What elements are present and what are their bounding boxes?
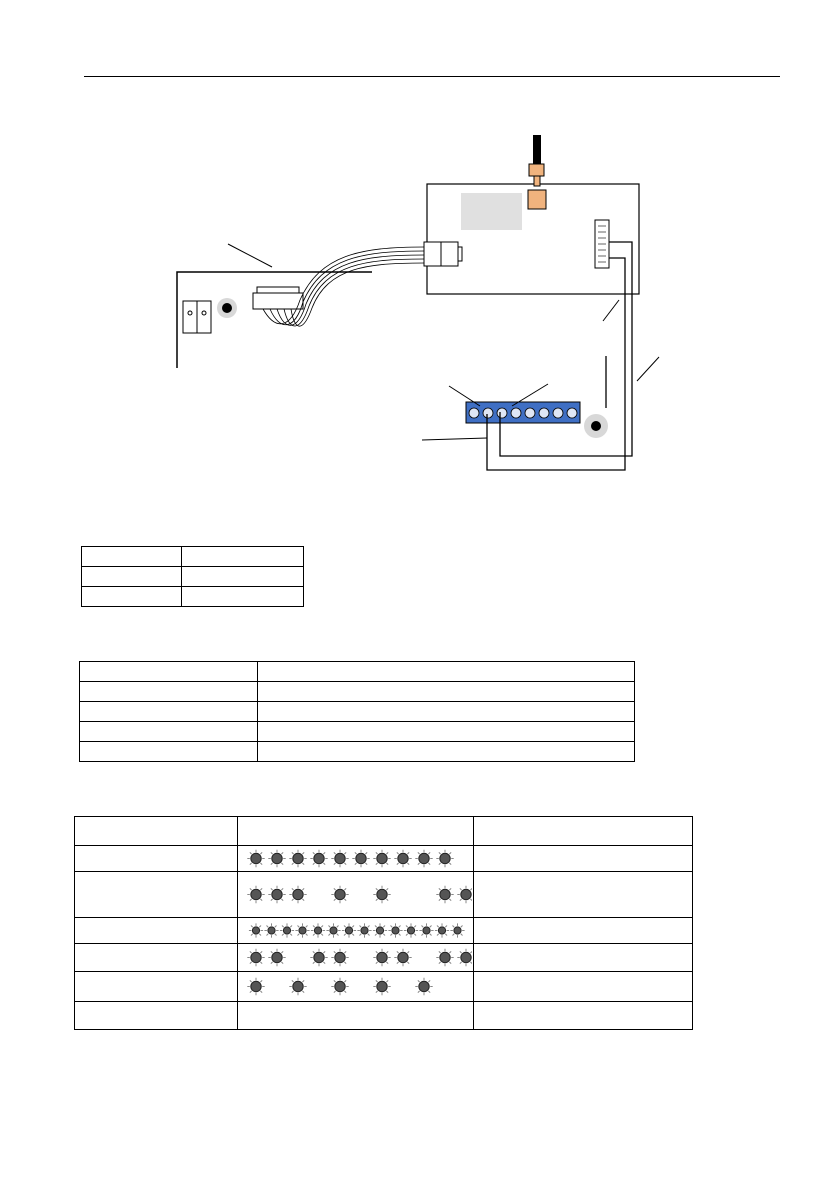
led-pattern-graphic — [238, 944, 472, 971]
led-icon — [415, 978, 432, 995]
led-pattern-cell — [238, 846, 474, 872]
led-row-description — [474, 872, 693, 918]
led-icon — [436, 886, 453, 903]
table-cell — [258, 742, 635, 762]
table-cell — [258, 662, 635, 682]
led-icon — [268, 850, 285, 867]
led-icon — [289, 850, 306, 867]
led-icon — [268, 886, 285, 903]
table-cell — [258, 682, 635, 702]
table-row — [80, 722, 635, 742]
panel-connector — [253, 293, 303, 309]
table-cell — [80, 742, 258, 762]
led-icon — [457, 949, 472, 966]
led-icon — [331, 949, 348, 966]
table-cell — [80, 662, 258, 682]
led-icon — [289, 886, 306, 903]
table-row — [75, 817, 693, 846]
table-cell — [182, 547, 304, 567]
led-icon — [436, 949, 453, 966]
led-row-label — [75, 872, 238, 918]
led-icon — [436, 850, 453, 867]
table-row — [80, 682, 635, 702]
led-row-label — [75, 846, 238, 872]
module-chip — [461, 193, 522, 230]
wiring-diagram — [0, 0, 840, 520]
led-icon — [450, 923, 464, 937]
led-icon — [394, 850, 411, 867]
led-icon — [331, 886, 348, 903]
table-cell — [182, 587, 304, 607]
table-row — [75, 872, 693, 918]
led-pattern-graphic — [238, 918, 472, 943]
led-pattern-cell — [238, 972, 474, 1002]
led-icon — [311, 923, 325, 937]
led-icon — [373, 923, 387, 937]
led-pattern-cell — [238, 944, 474, 972]
panel-callout-line — [228, 244, 272, 267]
led-icon — [310, 949, 327, 966]
table-cell — [80, 682, 258, 702]
led-row-description — [474, 918, 693, 944]
table-row — [82, 547, 304, 567]
led-row-label — [75, 918, 238, 944]
led-icon — [357, 923, 371, 937]
table-cell — [182, 567, 304, 587]
led-icon — [373, 850, 390, 867]
led-row-label — [75, 817, 238, 846]
led-icon — [268, 949, 285, 966]
led-icon — [404, 923, 418, 937]
led-row-description — [474, 944, 693, 972]
led-icon — [435, 923, 449, 937]
led-row-description — [474, 846, 693, 872]
led-icon — [373, 949, 390, 966]
led-icon — [342, 923, 356, 937]
led-icon — [373, 886, 390, 903]
table-row — [82, 587, 304, 607]
led-icon — [247, 886, 264, 903]
led-icon — [373, 978, 390, 995]
led-row-label — [75, 972, 238, 1002]
led-row-label — [75, 944, 238, 972]
led-icon — [264, 923, 278, 937]
led-pattern-cell — [238, 918, 474, 944]
led-icon — [289, 978, 306, 995]
table-row — [75, 846, 693, 872]
led-icon — [331, 850, 348, 867]
antenna-icon — [528, 135, 546, 209]
table-cell — [82, 547, 182, 567]
led-icon — [249, 923, 263, 937]
led-icon — [295, 923, 309, 937]
led-row-description — [474, 817, 693, 846]
led-row-label — [75, 1002, 238, 1030]
table-row — [80, 662, 635, 682]
led-pattern-graphic — [238, 846, 472, 871]
table-row — [75, 944, 693, 972]
led-row-description — [474, 1002, 693, 1030]
table-row — [75, 1002, 693, 1030]
led-pattern-graphic — [238, 972, 472, 1001]
table-cell — [80, 702, 258, 722]
led-icon — [326, 923, 340, 937]
led-icon — [388, 923, 402, 937]
led-icon — [280, 923, 294, 937]
small-info-table — [81, 546, 304, 607]
table-row — [80, 702, 635, 722]
medium-info-table — [79, 661, 635, 762]
table-cell — [258, 702, 635, 722]
table-row — [82, 567, 304, 587]
led-icon — [247, 850, 264, 867]
led-icon — [394, 949, 411, 966]
table-row — [75, 918, 693, 944]
table-cell — [82, 587, 182, 607]
table-cell — [258, 722, 635, 742]
led-icon — [310, 850, 327, 867]
led-icon — [457, 886, 472, 903]
led-pattern-cell — [238, 817, 474, 846]
table-cell — [80, 722, 258, 742]
led-icon — [247, 949, 264, 966]
table-row — [75, 972, 693, 1002]
led-pattern-cell — [238, 1002, 474, 1030]
led-icon — [247, 978, 264, 995]
table-row — [80, 742, 635, 762]
table-cell — [82, 567, 182, 587]
led-icon — [415, 850, 432, 867]
led-icon — [331, 978, 348, 995]
led-row-description — [474, 972, 693, 1002]
led-icon — [419, 923, 433, 937]
led-pattern-cell — [238, 872, 474, 918]
led-icon — [352, 850, 369, 867]
control-panel-board — [177, 244, 372, 368]
led-pattern-graphic — [238, 872, 472, 917]
led-pattern-table — [74, 816, 693, 1030]
